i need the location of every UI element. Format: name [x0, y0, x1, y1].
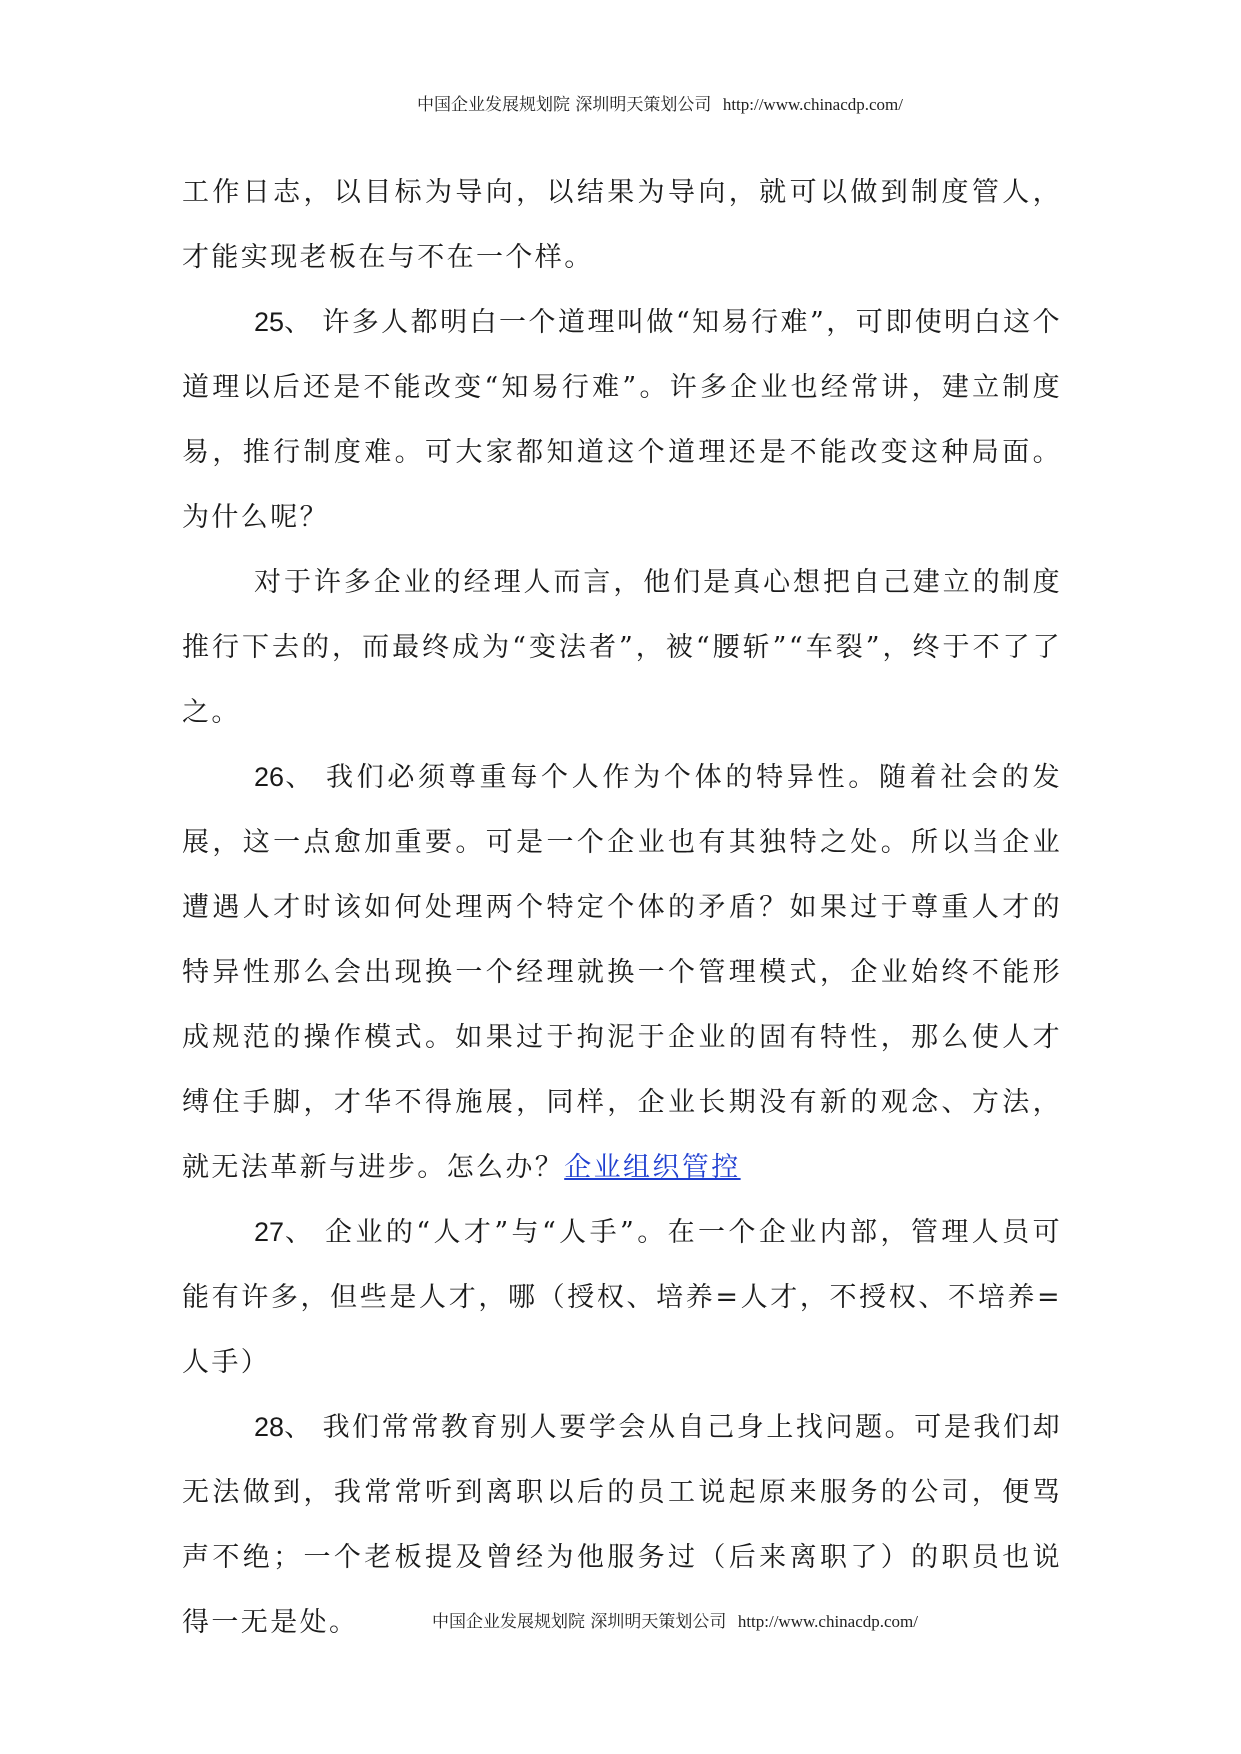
paragraph-26: [182, 745, 1062, 1200]
footer-url[interactable]: http://www.chinacdp.com/: [737, 1612, 919, 1631]
paragraph-text: 我们必须尊重每个人作为个体的特异性。随着社会的发展，这一点愈加重要。可是一个企业也有其独特之处。所以当企业遭遇人才时该如何处理两个特定个体的矛盾？如果过于尊重人才的特异性那么会出现换一个经理就换一个管理模式，企业始终不能形成规范的操作模式。如果过于拘泥于企业的固有特性，那么使人才缚住手脚，才华不得施展，同样，企业长期没有新的观念、方法，就无法革新与进步。怎么办？: [182, 762, 1062, 1183]
item-number: 27、: [254, 1217, 314, 1247]
item-number: 26、: [254, 762, 314, 792]
paragraph-continued: [182, 160, 1062, 290]
paragraph-text: 对于许多企业的经理人而言，他们是真心想把自己建立的制度推行下去的，而最终成为“变法者”，被“腰斩”“车裂”，终于不了了之。: [182, 567, 1062, 728]
paragraph-text: 工作日志，以目标为导向，以结果为导向，就可以做到制度管人，才能实现老板在与不在一个样。: [182, 177, 1062, 273]
paragraph-25: [182, 290, 1062, 550]
footer-company: 深圳明天策划公司: [590, 1612, 727, 1632]
header-company: 深圳明天策划公司: [575, 95, 712, 115]
org-control-link[interactable]: 企业组织管控: [564, 1152, 741, 1183]
item-number: 25、: [254, 307, 312, 337]
item-number: 28、: [254, 1412, 312, 1442]
footer-org: 中国企业发展规划院: [432, 1612, 585, 1632]
paragraph-text: 许多人都明白一个道理叫做“知易行难”，可即使明白这个道理以后还是不能改变“知易行难”。许多企业也经常讲，建立制度易，推行制度难。可大家都知道这个道理还是不能改变这种局面。为什么呢？: [182, 307, 1062, 533]
paragraph-text: 企业的“人才”与“人手”。在一个企业内部，管理人员可能有许多，但些是人才，哪（授权、培养=人才，不授权、不培养=人手）: [182, 1217, 1062, 1378]
header-org: 中国企业发展规划院: [417, 95, 570, 115]
paragraph-text: 我们常常教育别人要学会从自己身上找问题。可是我们却无法做到，我常常听到离职以后的员工说起原来服务的公司，便骂声不绝；一个老板提及曾经为他服务过（后来离职了）的职员也说得一无是处。: [182, 1412, 1062, 1638]
header-url[interactable]: http://www.chinacdp.com/: [722, 95, 904, 114]
paragraph-27: [182, 1200, 1062, 1395]
paragraph-managers: [182, 550, 1062, 745]
document-body: [182, 160, 1062, 1655]
